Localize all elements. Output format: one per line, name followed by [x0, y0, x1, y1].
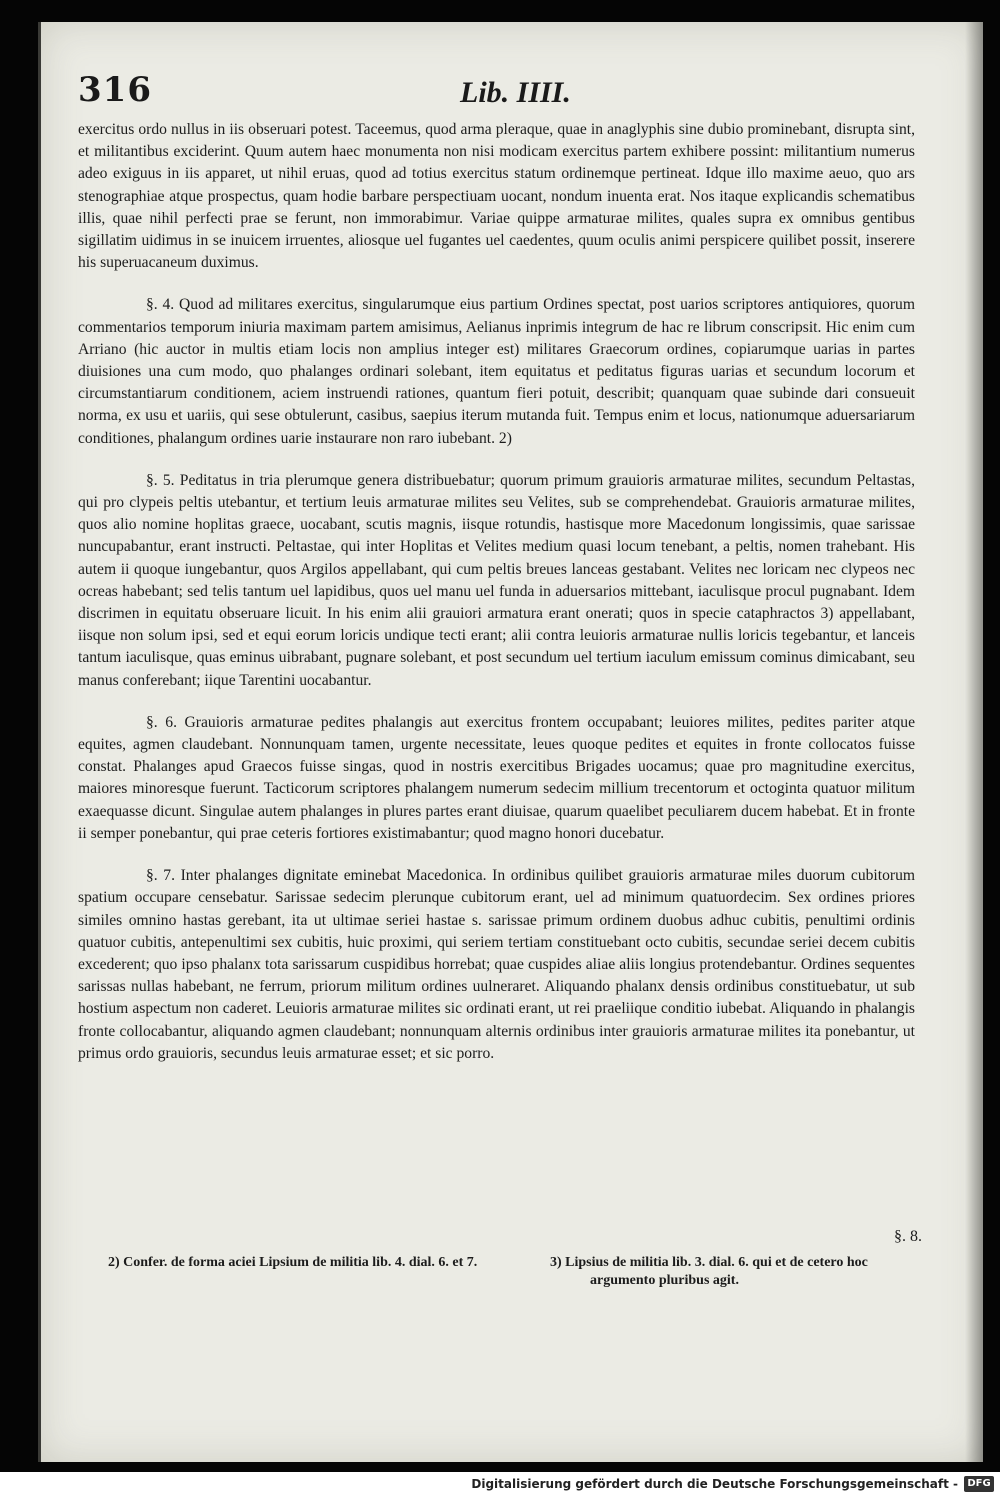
running-head: Lib. IIII. — [460, 76, 571, 109]
page-number: 316 — [78, 70, 152, 110]
credit-text: Digitalisierung gefördert durch die Deutsche Forschungsgemeinschaft - — [471, 1477, 958, 1491]
paragraph-section-6: §. 6. Grauioris armaturae pedites phalangis aut exercitus frontem occupabant; leuiores milites, pedites pariter atque equites, agmen claudebant. Nonnunquam tamen, urgente necessitate, leues quoque pedites et equites in fronte collocatos fuisse constat. Phalanges apud Graecos fuisse singas, quod in nostris exercitibus Brigades uocamus; quae pro magnitudine exercitus, maiores minoresque fuerunt. Tacticorum scriptores phalangem numerum sedecim millium trecentorum et octoginta quatuor militum exaequasse dicunt. Singulae autem phalanges in plures partes erant diuisae, quarum quaelibet peculiarem ducem habebat. Et in fronte ii semper ponebantur, qui prae ceteris fortiores existimabantur; quod magno honori ducebatur. — [78, 713, 915, 842]
paragraph-section-4: §. 4. Quod ad militares exercitus, singularumque eius partium Ordines spectat, post uarios scriptores antiquiores, quorum commentarios temporum iniuria maximam partem amisimus, Aelianus inprimis integrum de hac re librum conscripsit. Hic enim cum Arriano (hic auctor in multis etiam locis non amplius integer est) militares Graecorum ordines, copiarumque uarias in partes diuisiones una cum modo, quo phalanges ordinari solebant, item equitatus et peditatus figuras uarias et secundum locorum et circumstantiarum conditionem, aciem instruendi rationes, quantum fieri potuit, describit; quanquam quae subinde dari consueuit norma, ex usu et uariis, qui sese obtulerunt, casibus, saepius iterum mutanda fuit. Tempus enim et locus, nationumque aduersariarum conditiones, phalangum ordines uarie instaurare non raro iubebant. 2) — [78, 296, 915, 447]
credit-bar — [0, 1472, 1000, 1497]
footnotes — [108, 1254, 923, 1304]
paragraph-section-7: §. 7. Inter phalanges dignitate eminebat Macedonica. In ordinibus quilibet grauioris armaturae miles duorum cubitorum spatium occupare censebatur. Sarissae sedecim plerunque cubitorum erant, uel ad minimum quatuordecim. Sex ordines priores similes omnino hastas gerebant, ita ut ultimae seriei hastae s. sarissae primum ordinem duobus adhuc cubitis, penultimi ordinis quatuor cubitis, antepenultimi sex cubitis, huic proximi, qui seriem tertiam constituebant octo cubitis, secundae seriei decem cubitis excederent; quo ipso phalanx tota sarissarum cuspidibus horrebat; quae cuspides aliae aliis longius protendebantur. Ordines sequentes sarissas nullas habebant, ne ferrum, priorum militum ordines uulneraret. Aliquando phalanx densis ordinibus constituebatur, ut sub hostium aspectum non caderet. Leuioris armaturae milites sic ordinati erant, ut rei praeliique conditio iubebat. Aliquando in phalangis fronte collocabantur, aliquando agmen claudebant; nonnunquam alternis ordinibus inter grauioris armaturae milites ita ponebantur, ut primus ordo grauioris, secundus leuis armaturae esset; et sic porro. — [78, 867, 915, 1062]
spine-shadow — [965, 22, 983, 1462]
body-text — [78, 119, 915, 1085]
footnote-3-text: 3) Lipsius de militia lib. 3. dial. 6. qui et de cetero hoc argumento pluribus agit. — [550, 1255, 868, 1288]
paragraph-section-5: §. 5. Peditatus in tria plerumque genera distribuebatur; quorum primum grauioris armaturae milites, secundum Peltastas, qui pro clypeis peltis utebantur, et tertium leuis armaturae milites seu Velites, sub se comprehendebat. Grauioris armaturae milites, quos alio nomine hoplitas graece, uocabant, scutis magnis, iisque rotundis, hastisque more Macedonum longissimis, quae sarissae nuncupabantur, erant instructi. Peltastae, qui inter Hoplitas et Velites medium quasi locum tenebant, a peltis, nomen trahebant. His autem ii quoque iungebantur, quos Argilos appellabant, qui cum peltis breues lanceas gestabant. Velites nec loricam nec clypeos nec ocreas habebant; sed telis tantum uel lapidibus, quos uel manu uel funda in aduersarios mittebant, iaculisque procul pugnabant. Idem discrimen in equitatu obseruare licuit. In his enim alii grauiori armatura erant onerati; quos in specie cataphractos 3) appellabant, iisque non solum ipsi, sed et equi eorum loricis undique tecti erant; alii contra leuioris armaturae nullis loricis tegebantur, et lanceis tantum iaculisque, quas eminus uibrabant, pugnare solebant, et post secundum uel tertium iaculum emissum cominus dimicabant, seu manus conferebant; iique Tarentini uocabantur. — [78, 471, 915, 689]
page-header — [78, 62, 910, 122]
dfg-logo-icon[interactable]: DFG — [964, 1476, 994, 1492]
paragraph-continuation: exercitus ordo nullus in iis obseruari potest. Taceemus, quod arma pleraque, quae in anaglyphis sine dubio prominebant, disrupta sint, et militantibus exciderint. Quum autem haec monumenta non nisi modicam exercitus partem exhibere possint: militantium numerus adeo exiguus in iis apparet, ut nihil eruas, quod ad totius exercitus statum ordinemque pertineat. Idque illo maxime aeuo, quo ars stenographiae atque prospectus, quam hodie barbare perspectiuam uocant, nondum inuenta erat. Nos itaque explicandis schematibus illis, quae nihil perfecti prae se ferunt, non immorabimur. Variae quippe armaturae milites, quales supra ex omnibus gentibus sigillatim uidimus in se inuicem irruentes, aliosque uel fugantes uel caedentes, quum oculis animi perspicere quilibet possit, inserere his superuacaneum duximus. — [78, 121, 915, 272]
catchword: §. 8. — [894, 1228, 922, 1245]
footnote-3 — [550, 1254, 922, 1290]
footnote-2 — [108, 1254, 498, 1272]
footnote-2-text: 2) Confer. de forma aciei Lipsium de militia lib. 4. dial. 6. et 7. — [108, 1255, 478, 1270]
